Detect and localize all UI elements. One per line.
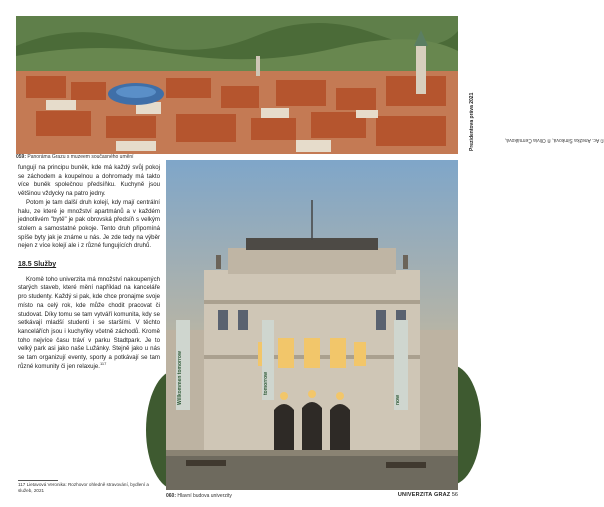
- footnote: 117 Lietavová Veronika: Rozhovor ohledně stravování, bydlení a služeb, 2021: [18, 482, 149, 493]
- running-footer: [398, 492, 458, 498]
- body-text-column: [18, 164, 160, 371]
- banner-right-text: now: [395, 395, 401, 405]
- main-caption-text: Hlavní budova univerzity: [177, 493, 232, 499]
- panorama-illustration: [16, 16, 458, 154]
- paragraph-dorm-types: Potom je tam další druh kolejí, kdy mají centrální halu, ze které je množství apartmánů a v každém jednotlivém "bytě" je pak obrovská předsíň s velkým stolem a samostatné pokoje. Tento druh připomíná spíše byty jak je známe u nás. Je zde tedy na výběr nejen z více kolejí ale i z různé fungujících druhů.: [18, 198, 160, 250]
- services-text: Kromě toho univerzita má množství nakoupených starých staveb, které mění například na kanceláře pro studenty. Každý si pak, kde chce pronajme svoje místo na celý rok, kde může chodit pracovat či studovat. Díky tomu se tam vytváří komunita, kdy se setkávají mladší studenti i se staršími. V těchto kancelářích jsou i kuchyňky včetně záchodů. Kromě toho nejvíce času tráví v parku Stadtpark. Je to velký park asi jako naše Lužánky. Stejně jako u nás se tam organizují eventy, sporty a potkávají se tam různé komunity či jen relaxuje.: [18, 275, 160, 370]
- university-main-building-photo: [166, 160, 458, 490]
- credit-text: © Ac. Anežka Šimková, ® Olivia Čermáková,: [504, 137, 604, 143]
- main-caption-number: 060:: [166, 493, 177, 499]
- section-heading: 18.5 Služby: [18, 261, 57, 269]
- footnote-reference: 117: [99, 360, 107, 366]
- top-caption-text: Panoráma Grazu s muzeem současného umění: [27, 154, 134, 160]
- building-illustration: [166, 160, 458, 490]
- graz-panorama-photo: [16, 16, 458, 154]
- footer-brand: UNIVERZITA GRAZ: [397, 492, 451, 498]
- banner-mid-text: tomorrow: [263, 371, 269, 395]
- paragraph-intro: fungují na principu buněk, kde má každý svůj pokoj se záchodem a koupelnou a dohromady má takto více buněk společnou předsíňku. Kuchyně jsou většinou vždycky na patro jedny.: [18, 164, 160, 198]
- banner-left-text: Willkommen tomorrow: [177, 351, 183, 405]
- footnote-divider: [18, 480, 58, 481]
- page-number: 56: [451, 492, 458, 498]
- top-caption-number: 059:: [16, 154, 27, 160]
- credit-bold: Prezidentova práva 2021: [469, 92, 475, 151]
- paragraph-services: [18, 276, 160, 372]
- main-photo-caption: [166, 493, 232, 499]
- photo-credit: [461, 16, 604, 156]
